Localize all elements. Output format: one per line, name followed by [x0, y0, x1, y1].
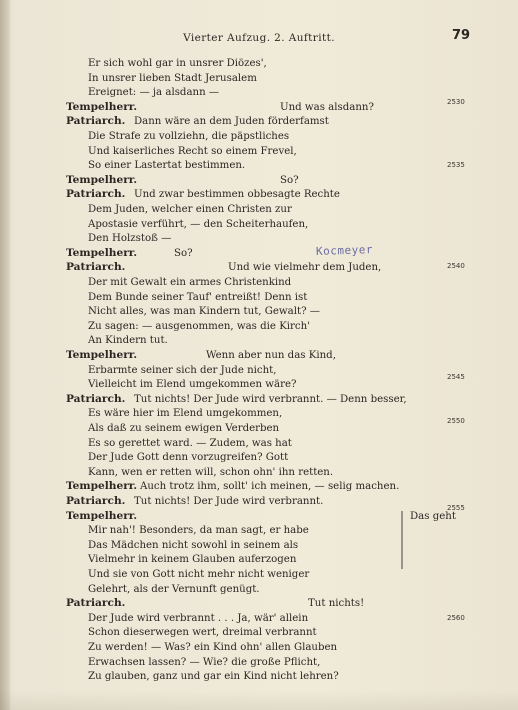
verse-text: Mir nah'! Besonders, da man sagt, er habe — [88, 525, 309, 537]
speaker-name: Tempelherr. — [66, 173, 138, 186]
speech-text: Tut nichts! — [308, 598, 365, 610]
verse-text: Vielmehr in keinem Glauben auferzogen — [88, 554, 297, 566]
verse-line — [88, 523, 309, 538]
verse-line — [88, 158, 245, 173]
verse-line — [88, 71, 257, 86]
verse-line — [88, 582, 260, 597]
verse-text: Kann, wen er retten will, schon ohn' ihn retten. — [88, 466, 334, 478]
speaker-name: Tempelherr. — [66, 100, 138, 113]
book-spine-shadow — [0, 0, 10, 710]
verse-line — [88, 231, 171, 246]
verse-line — [88, 217, 308, 232]
verse-text: Das Mädchen nicht sowohl in seinem als — [88, 539, 299, 551]
verse-text: Apostasie verführt, — den Scheiterhaufen, — [88, 218, 309, 230]
verse-text: Nicht alles, was man Kindern tut, Gewalt? — — [88, 306, 320, 318]
verse-line — [88, 421, 279, 436]
speaker-line — [66, 494, 125, 509]
verse-text: An Kindern tut. — [88, 335, 168, 347]
speaker-line — [66, 348, 137, 363]
verse-line — [88, 144, 297, 159]
verse-text: Den Holzstoß — — [88, 233, 172, 245]
verse-line — [88, 85, 219, 100]
speaker-line — [66, 246, 137, 261]
verse-text: Als daß zu seinem ewigen Verderben — [88, 423, 280, 434]
verse-text: Der mit Gewalt ein armes Christenkind — [88, 277, 292, 288]
verse-text: Zu glauben, ganz und gar ein Kind nicht lehren? — [88, 671, 339, 683]
speaker-name: Tempelherr. — [66, 509, 138, 522]
verse-line — [88, 567, 309, 582]
verse-line-number: 2555 — [447, 504, 465, 512]
page-edge — [0, 690, 518, 710]
speaker-name: Patriarch. — [66, 188, 126, 201]
speaker-name: Tempelherr. — [66, 349, 138, 361]
verse-line-number: 2535 — [447, 161, 465, 169]
verse-line — [88, 304, 320, 319]
verse-line — [88, 538, 298, 553]
speech-text: Tut nichts! Der Jude wird verbrannt. — [134, 496, 324, 507]
verse-text: Zu sagen: — ausgenommen, was die Kirch' — [88, 320, 310, 332]
verse-line-number: 2560 — [447, 614, 465, 622]
handwritten-annotation: Kocmeyer — [315, 243, 374, 258]
verse-line — [88, 202, 292, 217]
speech-text: Tut nichts! Der Jude wird verbrannt. — Denn besser, — [134, 393, 407, 405]
speaker-line — [66, 260, 125, 275]
verse-text: Erwachsen lassen? — Wie? die große Pflicht, — [88, 656, 321, 668]
verse-line — [88, 465, 333, 480]
speech-text: Dann wäre an dem Juden förderfamst — [134, 116, 329, 128]
verse-line — [88, 377, 296, 392]
verse-line — [88, 319, 310, 334]
verse-text: Die Strafe zu vollziehn, die päpstliches — [88, 131, 290, 142]
verse-line — [88, 56, 267, 71]
speaker-line — [66, 100, 137, 115]
verse-line — [88, 129, 289, 144]
speaker-name: Patriarch. — [66, 115, 126, 128]
verse-text: Schon dieserwegen wert, dreimal verbrannt — [88, 627, 317, 639]
speaker-name: Tempelherr. — [66, 246, 138, 259]
verse-text: Dem Juden, welcher einen Christen zur — [88, 204, 292, 215]
verse-line — [88, 275, 291, 290]
verse-line — [88, 669, 339, 684]
speaker-name: Tempelherr. — [66, 480, 138, 493]
speaker-line — [66, 187, 125, 202]
verse-text: Es wäre hier im Elend umgekommen, — [88, 408, 283, 420]
verse-text: Dem Bunde seiner Tauf' entreißt! Denn ist — [88, 291, 308, 303]
verse-line — [88, 363, 277, 378]
speaker-line — [66, 392, 125, 407]
verse-line — [88, 640, 337, 655]
verse-line — [88, 436, 292, 451]
speaker-name: Patriarch. — [66, 597, 126, 610]
verse-text: Er sich wohl gar in unsrer Diözes', — [88, 58, 267, 69]
speech-text: Und was alsdann? — [280, 101, 374, 113]
verse-text: Gelehrt, als der Vernunft genügt. — [88, 583, 260, 595]
verse-text: In unsrer lieben Stadt Jerusalem — [88, 72, 257, 84]
speaker-name: Patriarch. — [66, 495, 126, 507]
verse-line-number: 2540 — [447, 262, 465, 270]
speaker-name: Patriarch. — [66, 261, 126, 274]
speech-text: Und wie vielmehr dem Juden, — [228, 262, 382, 274]
verse-text: Es so gerettet ward. — Zudem, was hat — [88, 437, 292, 449]
speech-text: So? — [174, 247, 193, 259]
verse-line — [88, 552, 296, 567]
verse-text: Und kaiserliches Recht so einem Frevel, — [88, 145, 297, 157]
verse-text: Ereignet: — ja alsdann — — [88, 87, 220, 99]
speaker-line — [66, 596, 125, 611]
verse-text: Vielleicht im Elend umgekommen wäre? — [88, 379, 297, 391]
verse-line-number: 2550 — [447, 417, 465, 425]
verse-line-number: 2530 — [447, 98, 465, 106]
speaker-line — [66, 173, 137, 188]
verse-text: Der Jude Gott denn vorzugreifen? Gott — [88, 452, 289, 464]
verse-text: Der Jude wird verbrannt . . . Ja, wär' allein — [88, 612, 309, 624]
page-number: 79 — [452, 28, 471, 43]
verse-line — [88, 625, 317, 640]
verse-text: Erbarmte seiner sich der Jude nicht, — [88, 364, 277, 376]
speaker-name: Patriarch. — [66, 392, 126, 405]
verse-line — [88, 406, 282, 421]
verse-line — [88, 290, 307, 305]
verse-line-number: 2545 — [447, 373, 465, 381]
speech-text: Und zwar bestimmen obbesagte Rechte — [134, 189, 340, 201]
verse-text: So einer Lastertat bestimmen. — [88, 160, 246, 172]
speaker-line — [66, 479, 137, 494]
verse-line — [88, 450, 288, 465]
speaker-line — [66, 509, 137, 524]
verse-line — [88, 333, 168, 348]
speech-text: Wenn aber nun das Kind, — [206, 350, 336, 361]
verse-line — [88, 611, 308, 626]
speech-text: Das geht — [410, 510, 456, 522]
speaker-line — [66, 114, 125, 129]
running-head: Vierter Aufzug. 2. Auftritt. — [183, 32, 335, 44]
margin-mark — [401, 511, 403, 569]
verse-text: Zu werden! — Was? ein Kind ohn' allen Glauben — [88, 642, 338, 653]
verse-text: Und sie von Gott nicht mehr nicht weniger — [88, 569, 310, 580]
speech-text: Auch trotz ihm, sollt' ich meinen, — selig machen. — [140, 481, 400, 493]
page-header — [0, 28, 518, 46]
verse-line — [88, 655, 320, 670]
speech-text: So? — [280, 174, 299, 186]
